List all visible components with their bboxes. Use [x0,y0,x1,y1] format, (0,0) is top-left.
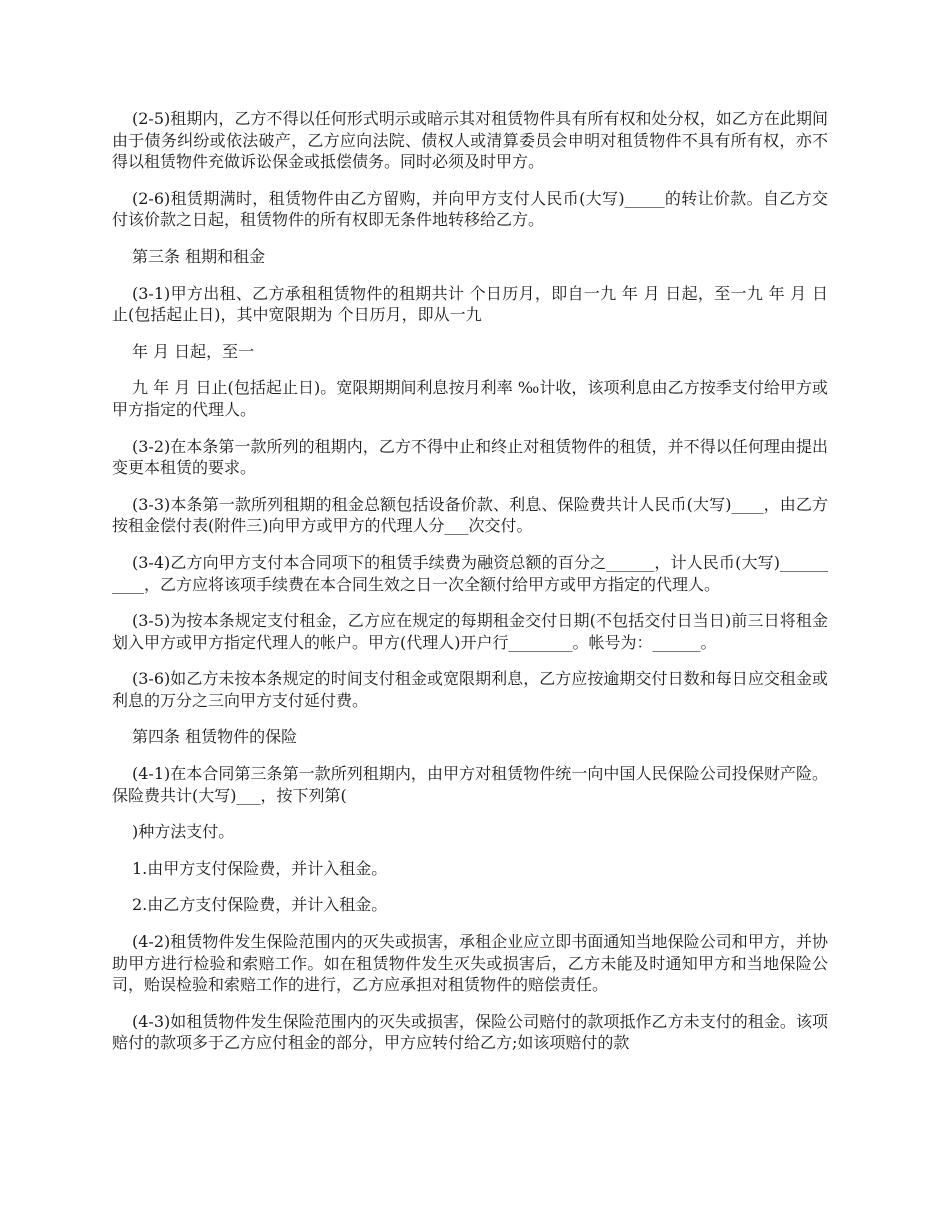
clause-3-1: (3-1)甲方出租、乙方承租租赁物件的租期共计 个日历月，即自一九 年 月 日起，至一九 年 月 日止(包括起止日)，其中宽限期为 个日历月，即从一九 [112,283,828,325]
clause-3-5: (3-5)为按本条规定支付租金，乙方应在规定的每期租金交付日期(不包括交付日当日)前三日将租金划入甲方或甲方指定代理人的帐户。甲方(代理人)开户行________。帐号为：______。 [112,611,828,652]
clause-3-1-continued: 年 月 日起，至一 [132,341,255,361]
clause-3-2: (3-2)在本条第一款所列的租期内，乙方不得中止和终止对租赁物件的租赁，并不得以任何理由提出变更本租赁的要求。 [112,436,828,478]
clause-3-1-grace-period: 九 年 月 日止(包括起止日)。宽限期期间利息按月利率 ‰计收，该项利息由乙方按季支付给甲方或甲方指定的代理人。 [112,378,828,419]
clause-3-4: (3-4)乙方向甲方支付本合同项下的租赁手续费为融资总额的百分之______，计人民币(大写)__________，乙方应将该项手续费在本合同生效之日一次全额付给甲方或甲方指定的代理人。 [112,552,828,594]
clause-4-1: (4-1)在本合同第三条第一款所列租期内，由甲方对租赁物件统一向中国人民保险公司投保财产险。保险费共计(大写)___，按下列第( [112,764,828,805]
article-3-heading: 第三条 租期和租金 [132,246,266,266]
clause-2-5: (2-5)租期内，乙方不得以任何形式明示或暗示其对租赁物件具有所有权和处分权，如乙方在此期间由于债务纠纷或依法破产，乙方应向法院、债权人或清算委员会申明对租赁物件不具有所有权，亦不得以租赁物件充做诉讼保金或抵偿债务。同时必须及时甲方。 [112,109,828,172]
payment-option-2: 2.由乙方支付保险费，并计入租金。 [132,895,388,915]
document-page [112,108,828,1069]
clause-2-6: (2-6)租赁期满时，租赁物件由乙方留购，并向甲方支付人民币(大写)_____的转让价款。自乙方交付该价款之日起，租赁物件的所有权即无条件地转移给乙方。 [112,188,828,230]
payment-option-1: 1.由甲方支付保险费，并计入租金。 [132,858,388,878]
article-4-heading: 第四条 租赁物件的保险 [132,727,298,747]
clause-3-6: (3-6)如乙方未按本条规定的时间支付租金或宽限期利息，乙方应按逾期交付日数和每日应交租金或利息的万分之三向甲方支付延付费。 [112,669,828,710]
clause-4-2: (4-2)租赁物件发生保险范围内的灭失或损害，承租企业应立即书面通知当地保险公司和甲方，并协助甲方进行检验和索赔工作。如在租赁物件发生灭失或损害后，乙方未能及时通知甲方和当地保险公司，贻误检验和索赔工作的进行，乙方应承担对租赁物件的赔偿责任。 [112,932,828,995]
clause-4-1-continued: )种方法支付。 [132,822,235,842]
clause-3-3: (3-3)本条第一款所列租期的租金总额包括设备价款、利息、保险费共计人民币(大写)____，由乙方按租金偿付表(附件三)向甲方或甲方的代理人分___次交付。 [112,494,828,536]
clause-4-3: (4-3)如租赁物件发生保险范围内的灭失或损害，保险公司赔付的款项抵作乙方未支付的租金。该项赔付的款项多于乙方应付租金的部分，甲方应转付给乙方;如该项赔付的款 [112,1011,828,1053]
